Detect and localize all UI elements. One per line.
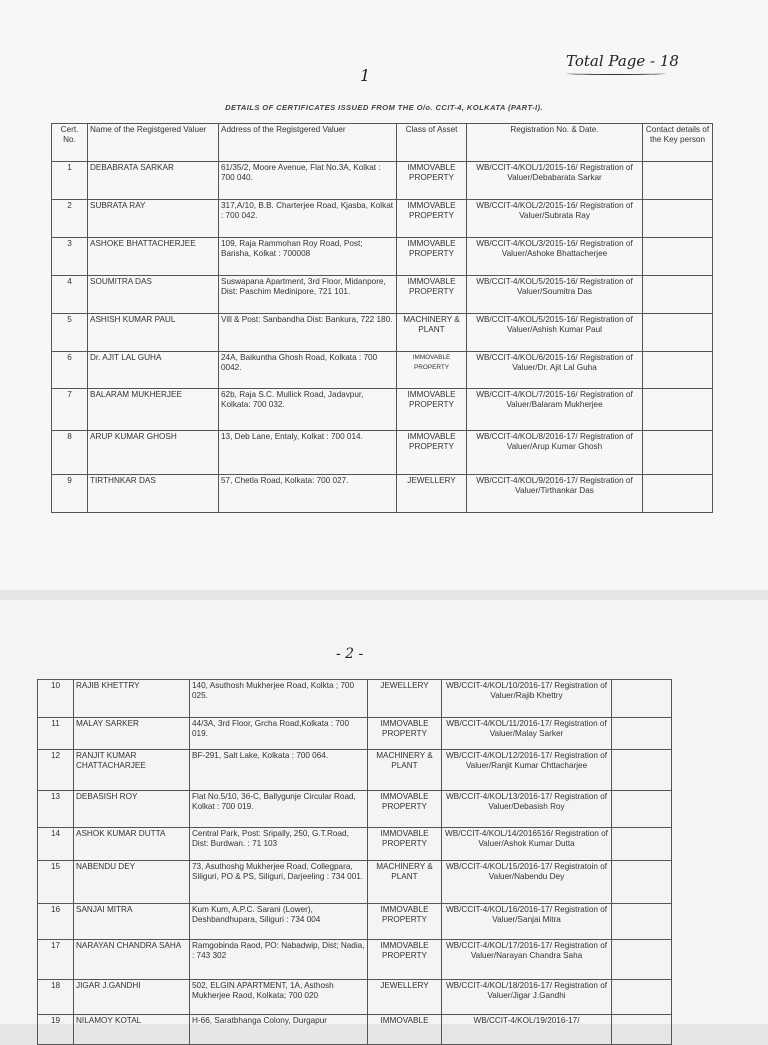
cell-valuer-name: NABENDU DEY — [74, 861, 190, 904]
cell-contact — [612, 718, 672, 750]
cell-contact — [612, 750, 672, 791]
cell-valuer-name: SANJAI MITRA — [74, 904, 190, 940]
cell-cert-no: 13 — [38, 791, 74, 828]
cell-contact — [612, 680, 672, 718]
header-name: Name of the Registgered Valuer — [88, 124, 219, 162]
certificates-table-continued — [37, 679, 672, 1045]
cell-contact — [612, 791, 672, 828]
cell-class-of-asset: JEWELLERY — [368, 680, 442, 718]
cell-class-of-asset: IMMOVABLE — [368, 1015, 442, 1045]
cell-valuer-name: ASHOKE BHATTACHERJEE — [88, 238, 219, 276]
table-row — [52, 389, 713, 431]
cell-valuer-address: 61/35/2, Moore Avenue, Flat No.3A, Kolkat : 700 040. — [219, 162, 397, 200]
cell-class-of-asset: IMMOVABLE PROPERTY — [368, 791, 442, 828]
cell-valuer-name: SUBRATA RAY — [88, 200, 219, 238]
cell-valuer-address: 57, Chetla Road, Kolkata: 700 027. — [219, 475, 397, 513]
cell-contact — [643, 431, 713, 475]
table-row — [38, 940, 672, 980]
table-row — [52, 200, 713, 238]
cell-registration: WB/CCIT-4/KOL/15/2016-17/ Registratoin of Valuer/Nabendu Dey — [442, 861, 612, 904]
cell-valuer-address: 13, Deb Lane, Entaly, Kolkat : 700 014. — [219, 431, 397, 475]
cell-contact — [643, 200, 713, 238]
cell-registration: WB/CCIT-4/KOL/16/2016-17/ Registration of Valuer/Sanjai Mitra — [442, 904, 612, 940]
cell-valuer-address: 502, ELGIN APARTMENT, 1A, Asthosh Mukherjee Raod, Kolkata; 700 020 — [190, 980, 368, 1015]
cell-registration: WB/CCIT-4/KOL/1/2015-16/ Registration of Valuer/Debabarata Sarkar — [467, 162, 643, 200]
page-number: 1 — [360, 66, 371, 85]
table-row — [52, 276, 713, 314]
cell-contact — [643, 276, 713, 314]
cell-class-of-asset: IMMOVABLE PROPERTY — [397, 238, 467, 276]
cell-cert-no: 6 — [52, 352, 88, 389]
cell-contact — [643, 314, 713, 352]
cell-class-of-asset: MACHINERY & PLANT — [368, 861, 442, 904]
cell-valuer-name: ASHOK KUMAR DUTTA — [74, 828, 190, 861]
cell-class-of-asset: IMMOVABLE PROPERTY — [397, 389, 467, 431]
cell-contact — [612, 940, 672, 980]
cell-class-of-asset: JEWELLERY — [368, 980, 442, 1015]
cell-registration: WB/CCIT-4/KOL/17/2016-17/ Registration of Valuer/Narayan Chandra Saha — [442, 940, 612, 980]
cell-cert-no: 16 — [38, 904, 74, 940]
cell-registration: WB/CCIT-4/KOL/18/2016-17/ Registration of Valuer/Jigar J.Gandhi — [442, 980, 612, 1015]
cell-class-of-asset: IMMOVABLE PROPERTY — [368, 904, 442, 940]
cell-valuer-address: Vill & Post: Sanbandha Dist: Bankura, 722 180. — [219, 314, 397, 352]
cell-cert-no: 14 — [38, 828, 74, 861]
cell-cert-no: 4 — [52, 276, 88, 314]
cell-valuer-name: ASHISH KUMAR PAUL — [88, 314, 219, 352]
cell-contact — [612, 904, 672, 940]
document-title: DETAILS OF CERTIFICATES ISSUED FROM THE O/o. CCIT-4, KOLKATA (PART-I). — [225, 103, 543, 112]
cell-contact — [643, 475, 713, 513]
cell-cert-no: 12 — [38, 750, 74, 791]
cell-valuer-name: RANJIT KUMAR CHATTACHARJEE — [74, 750, 190, 791]
table-row — [52, 431, 713, 475]
table-row — [52, 238, 713, 276]
cell-valuer-name: TIRTHNKAR DAS — [88, 475, 219, 513]
table-row — [38, 1015, 672, 1045]
cell-valuer-address: Suswapana Apartment, 3rd Floor, Midanpore, Dist: Paschim Medinipore, 721 101. — [219, 276, 397, 314]
cell-registration: WB/CCIT-4/KOL/19/2016-17/ — [442, 1015, 612, 1045]
cell-valuer-address: Flat No.5/10, 36-C, Ballygunje Circular Road, Kolkat : 700 019. — [190, 791, 368, 828]
cell-contact — [612, 980, 672, 1015]
cell-valuer-address: 109, Raja Rammohan Roy Road, Post; Barisha, Kolkat : 700008 — [219, 238, 397, 276]
cell-valuer-address: 44/3A, 3rd Floor, Grcha Road,Kolkata : 700 019. — [190, 718, 368, 750]
cell-registration: WB/CCIT-4/KOL/3/2015-16/ Registration of Valuer/Ashoke Bhattacherjee — [467, 238, 643, 276]
header-class-of-asset: Class of Asset — [397, 124, 467, 162]
total-page-note: Total Page - 18 — [566, 52, 679, 75]
cell-cert-no: 18 — [38, 980, 74, 1015]
cell-cert-no: 15 — [38, 861, 74, 904]
header-address: Address of the Registgered Valuer — [219, 124, 397, 162]
cell-cert-no: 7 — [52, 389, 88, 431]
cell-valuer-name: Dr. AJIT LAL GUHA — [88, 352, 219, 389]
table-row — [38, 680, 672, 718]
cell-registration: WB/CCIT-4/KOL/12/2016-17/ Registration of Valuer/Ranjit Kumar Chttacharjee — [442, 750, 612, 791]
certificates-table — [51, 123, 713, 513]
cell-valuer-name: RAJIB KHETTRY — [74, 680, 190, 718]
cell-registration: WB/CCIT-4/KOL/5/2015-16/ Registration of Valuer/Ashish Kumar Paul — [467, 314, 643, 352]
cell-cert-no: 19 — [38, 1015, 74, 1045]
cell-class-of-asset: IMMOVABLE PROPERTY — [397, 352, 467, 389]
cell-contact — [643, 352, 713, 389]
cell-cert-no: 2 — [52, 200, 88, 238]
cell-valuer-address: 317,A/10, B.B. Charterjee Road, Kjasba, Kolkat : 700 042. — [219, 200, 397, 238]
table-row — [52, 475, 713, 513]
cell-cert-no: 10 — [38, 680, 74, 718]
cell-valuer-name: BALARAM MUKHERJEE — [88, 389, 219, 431]
cell-cert-no: 9 — [52, 475, 88, 513]
cell-contact — [643, 238, 713, 276]
cell-class-of-asset: IMMOVABLE PROPERTY — [368, 828, 442, 861]
cell-cert-no: 11 — [38, 718, 74, 750]
cell-valuer-address: Central Park, Post: Sripally, 250, G.T.Road, Dist: Burdwan. : 71 103 — [190, 828, 368, 861]
header-registration: Registration No. & Date. — [467, 124, 643, 162]
table-row — [38, 828, 672, 861]
cell-registration: WB/CCIT-4/KOL/10/2016-17/ Registration of Valuer/Rajib Khettry — [442, 680, 612, 718]
cell-valuer-address: 24A, Baikuntha Ghosh Road, Kolkata : 700 0042. — [219, 352, 397, 389]
cell-class-of-asset: IMMOVABLE PROPERTY — [368, 718, 442, 750]
cell-cert-no: 3 — [52, 238, 88, 276]
page-number: - 2 - — [336, 646, 364, 662]
table-row — [52, 314, 713, 352]
cell-cert-no: 17 — [38, 940, 74, 980]
cell-valuer-name: ARUP KUMAR GHOSH — [88, 431, 219, 475]
cell-valuer-address: Kum Kum, A.P.C. Sarani (Lower), Deshbandhupara, Siliguri : 734 004 — [190, 904, 368, 940]
header-cert-no: Cert. No. — [52, 124, 88, 162]
cell-class-of-asset: IMMOVABLE PROPERTY — [397, 162, 467, 200]
cell-valuer-address: 73, Asuthoshg Mukherjee Road, Collegpara, Siliguri, PO & PS, Siliguri, Darjeeling : 734 001. — [190, 861, 368, 904]
cell-registration: WB/CCIT-4/KOL/9/2016-17/ Registration of Valuer/Tirthankar Das — [467, 475, 643, 513]
header-contact: Contact details of the Key person — [643, 124, 713, 162]
cell-contact — [612, 828, 672, 861]
cell-valuer-address: 62b, Raja S.C. Mullick Road, Jadavpur, Kolkata: 700 032. — [219, 389, 397, 431]
table-row — [38, 861, 672, 904]
cell-registration: WB/CCIT-4/KOL/5/2015-16/ Registration of Valuer/Soumitra Das — [467, 276, 643, 314]
cell-contact — [643, 389, 713, 431]
cell-valuer-name: NARAYAN CHANDRA SAHA — [74, 940, 190, 980]
table-header-row — [52, 124, 713, 162]
cell-registration: WB/CCIT-4/KOL/2/2015-16/ Registration of Valuer/Subrata Ray — [467, 200, 643, 238]
cell-valuer-name: DEBASISH ROY — [74, 791, 190, 828]
cell-class-of-asset: MACHINERY & PLANT — [368, 750, 442, 791]
cell-valuer-name: NILAMOY KOTAL — [74, 1015, 190, 1045]
cell-class-of-asset: IMMOVABLE PROPERTY — [368, 940, 442, 980]
cell-registration: WB/CCIT-4/KOL/14/2016516/ Registration of Valuer/Ashok Kumar Dutta — [442, 828, 612, 861]
cell-valuer-name: DEBABRATA SARKAR — [88, 162, 219, 200]
cell-registration: WB/CCIT-4/KOL/13/2016-17/ Registration of Valuer/Debasish Roy — [442, 791, 612, 828]
cell-cert-no: 5 — [52, 314, 88, 352]
cell-valuer-address: Ramgobinda Raod, PO: Nabadwip, Dist; Nadia, : 743 302 — [190, 940, 368, 980]
cell-contact — [643, 162, 713, 200]
cell-valuer-address: H-66, Saratbhanga Colony, Durgapur — [190, 1015, 368, 1045]
cell-valuer-name: JIGAR J.GANDHI — [74, 980, 190, 1015]
cell-valuer-address: BF-291, Salt Lake, Kolkata : 700 064. — [190, 750, 368, 791]
table-row — [38, 750, 672, 791]
table-row — [38, 980, 672, 1015]
cell-class-of-asset: JEWELLERY — [397, 475, 467, 513]
cell-class-of-asset: IMMOVABLE PROPERTY — [397, 431, 467, 475]
cell-class-of-asset: IMMOVABLE PROPERTY — [397, 276, 467, 314]
cell-registration: WB/CCIT-4/KOL/6/2015-16/ Registration of Valuer/Dr. Ajit Lal Guha — [467, 352, 643, 389]
table-row — [52, 352, 713, 389]
table-row — [38, 791, 672, 828]
cell-registration: WB/CCIT-4/KOL/11/2016-17/ Registration of Valuer/Malay Sarker — [442, 718, 612, 750]
cell-valuer-name: SOUMITRA DAS — [88, 276, 219, 314]
cell-registration: WB/CCIT-4/KOL/8/2016-17/ Registration of Valuer/Arup Kumar Ghosh — [467, 431, 643, 475]
cell-cert-no: 8 — [52, 431, 88, 475]
table-row — [38, 904, 672, 940]
cell-valuer-address: 140, Asuthosh Mukherjee Road, Kolkta ; 700 025. — [190, 680, 368, 718]
cell-registration: WB/CCIT-4/KOL/7/2015-16/ Registration of Valuer/Balaram Mukherjee — [467, 389, 643, 431]
cell-class-of-asset: IMMOVABLE PROPERTY — [397, 200, 467, 238]
table-row — [38, 718, 672, 750]
table-row — [52, 162, 713, 200]
cell-contact — [612, 861, 672, 904]
cell-cert-no: 1 — [52, 162, 88, 200]
cell-class-of-asset: MACHINERY & PLANT — [397, 314, 467, 352]
cell-valuer-name: MALAY SARKER — [74, 718, 190, 750]
cell-contact — [612, 1015, 672, 1045]
